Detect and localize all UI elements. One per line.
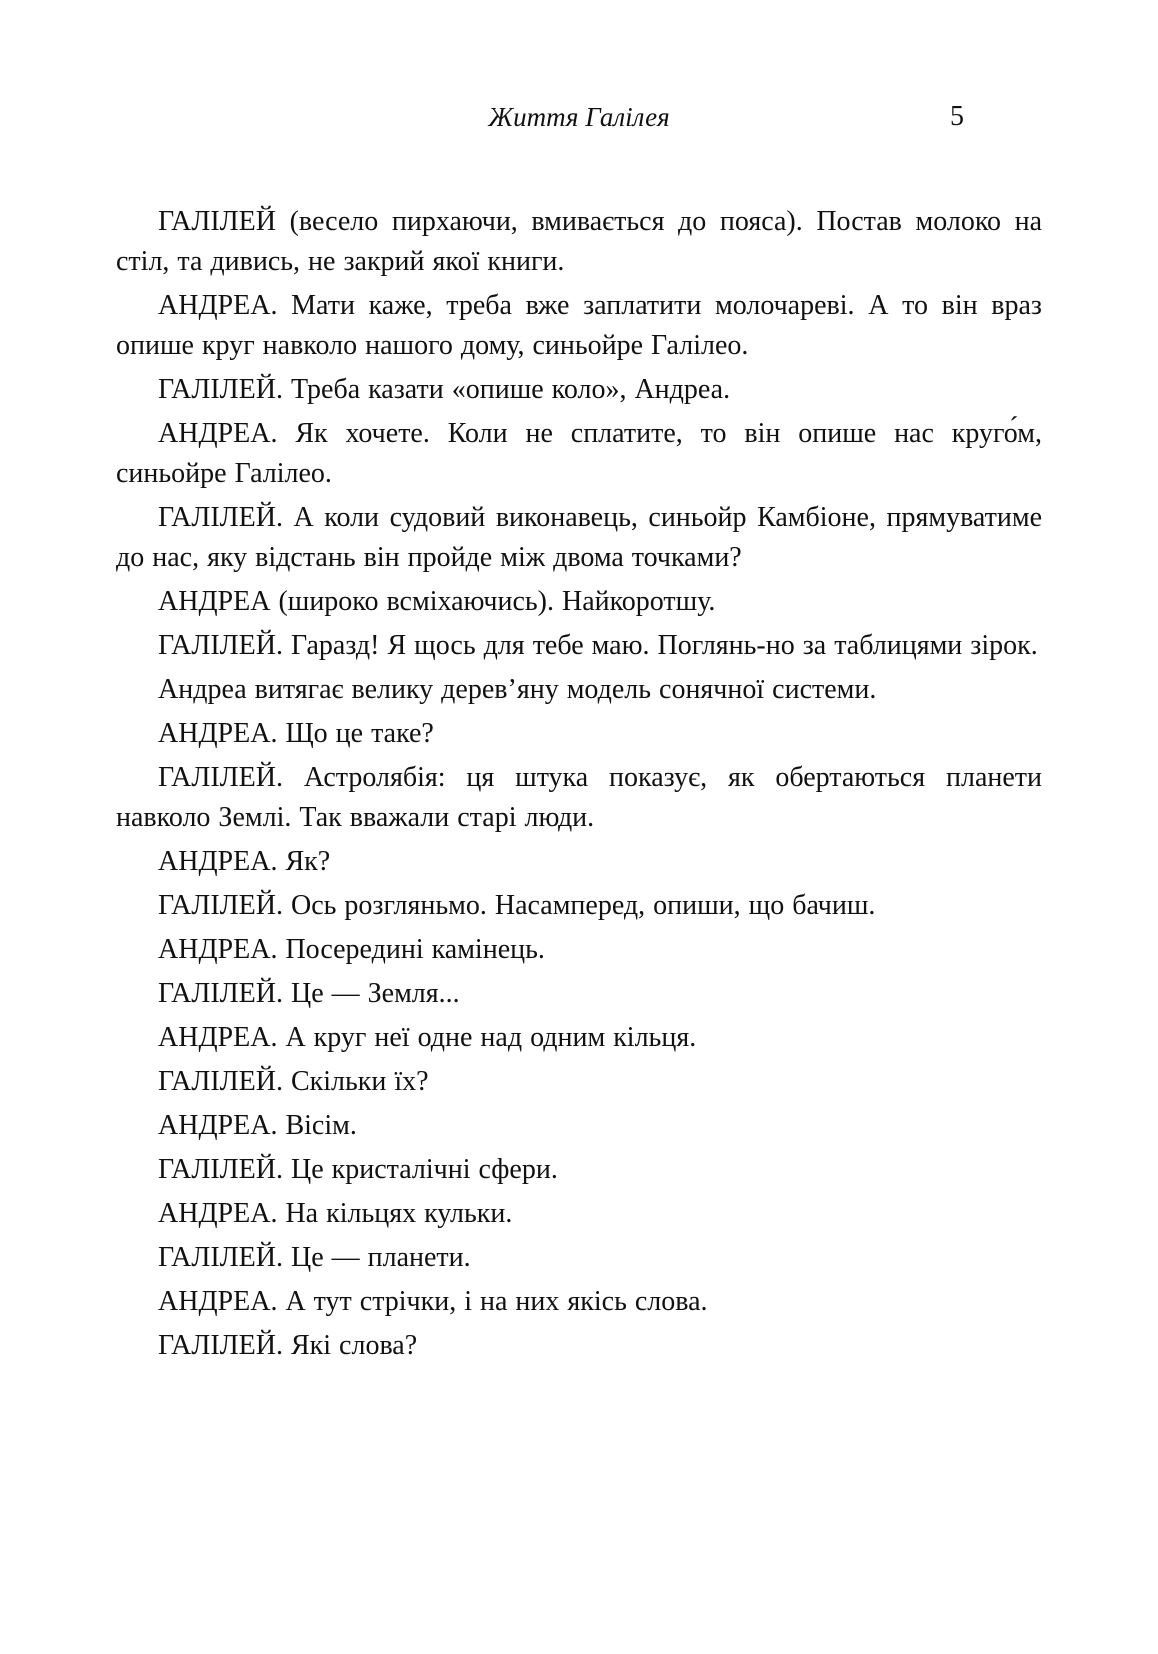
dialogue-paragraph: ГАЛІЛЕЙ. Треба казати «опише коло», Андреа. <box>158 374 731 405</box>
dialogue-paragraph: ГАЛІЛЕЙ. А коли судовий виконавець, синьойр Камбіоне, прямуватиме до нас, яку відстань він пройде між двома точками? <box>116 502 1042 573</box>
running-header <box>116 100 1042 134</box>
page-body <box>116 202 1042 1366</box>
dialogue-paragraph: АНДРЕА. На кільцях кульки. <box>158 1198 513 1229</box>
dialogue-paragraph: ГАЛІЛЕЙ. Які слова? <box>158 1330 418 1361</box>
dialogue-paragraph: АНДРЕА. Як хочете. Коли не сплатите, то він опише нас круго́м, синьойре Галілео. <box>116 418 1042 489</box>
dialogue-paragraph: АНДРЕА. Вісім. <box>158 1110 357 1141</box>
dialogue-paragraph: АНДРЕА. А круг неї одне над одним кільця. <box>158 1022 697 1053</box>
dialogue-paragraph: ГАЛІЛЕЙ. Це — планети. <box>158 1242 471 1273</box>
dialogue-paragraph: ГАЛІЛЕЙ. Скільки їх? <box>158 1066 429 1097</box>
page-number: 5 <box>950 101 964 132</box>
dialogue-paragraph: ГАЛІЛЕЙ. Це кристалічні сфери. <box>158 1154 558 1185</box>
dialogue-paragraph: АНДРЕА. Посередині камінець. <box>158 934 545 965</box>
dialogue-paragraph: ГАЛІЛЕЙ. Астролябія: ця штука показує, як обертаються планети навколо Землі. Так вважали старі люди. <box>116 762 1042 833</box>
dialogue-paragraph: АНДРЕА. Що це таке? <box>158 718 434 749</box>
dialogue-paragraph: АНДРЕА (широко всміхаючись). Найкоротшу. <box>158 586 716 617</box>
dialogue-paragraph: АНДРЕА. Як? <box>158 846 331 877</box>
dialogue-paragraph: ГАЛІЛЕЙ (весело пирхаючи, вмивається до пояса). Постав молоко на стіл, та дивись, не закрий якої книги. <box>116 206 1042 277</box>
dialogue-paragraph: АНДРЕА. Мати каже, треба вже заплатити молочареві. А то він враз опише круг навколо нашого дому, синьойре Галілео. <box>116 290 1042 361</box>
dialogue-paragraph: ГАЛІЛЕЙ. Це — Земля... <box>158 978 460 1009</box>
dialogue-paragraph: ГАЛІЛЕЙ. Гаразд! Я щось для тебе маю. Поглянь-но за таблицями зірок. <box>158 630 1038 661</box>
running-title: Життя Галілея <box>488 102 670 132</box>
dialogue-paragraph: ГАЛІЛЕЙ. Ось розгляньмо. Насамперед, опиши, що бачиш. <box>158 890 876 921</box>
dialogue-paragraph: АНДРЕА. А тут стрічки, і на них якісь слова. <box>158 1286 708 1317</box>
stage-direction: Андреа витягає велику дерев’яну модель сонячної системи. <box>158 674 877 705</box>
